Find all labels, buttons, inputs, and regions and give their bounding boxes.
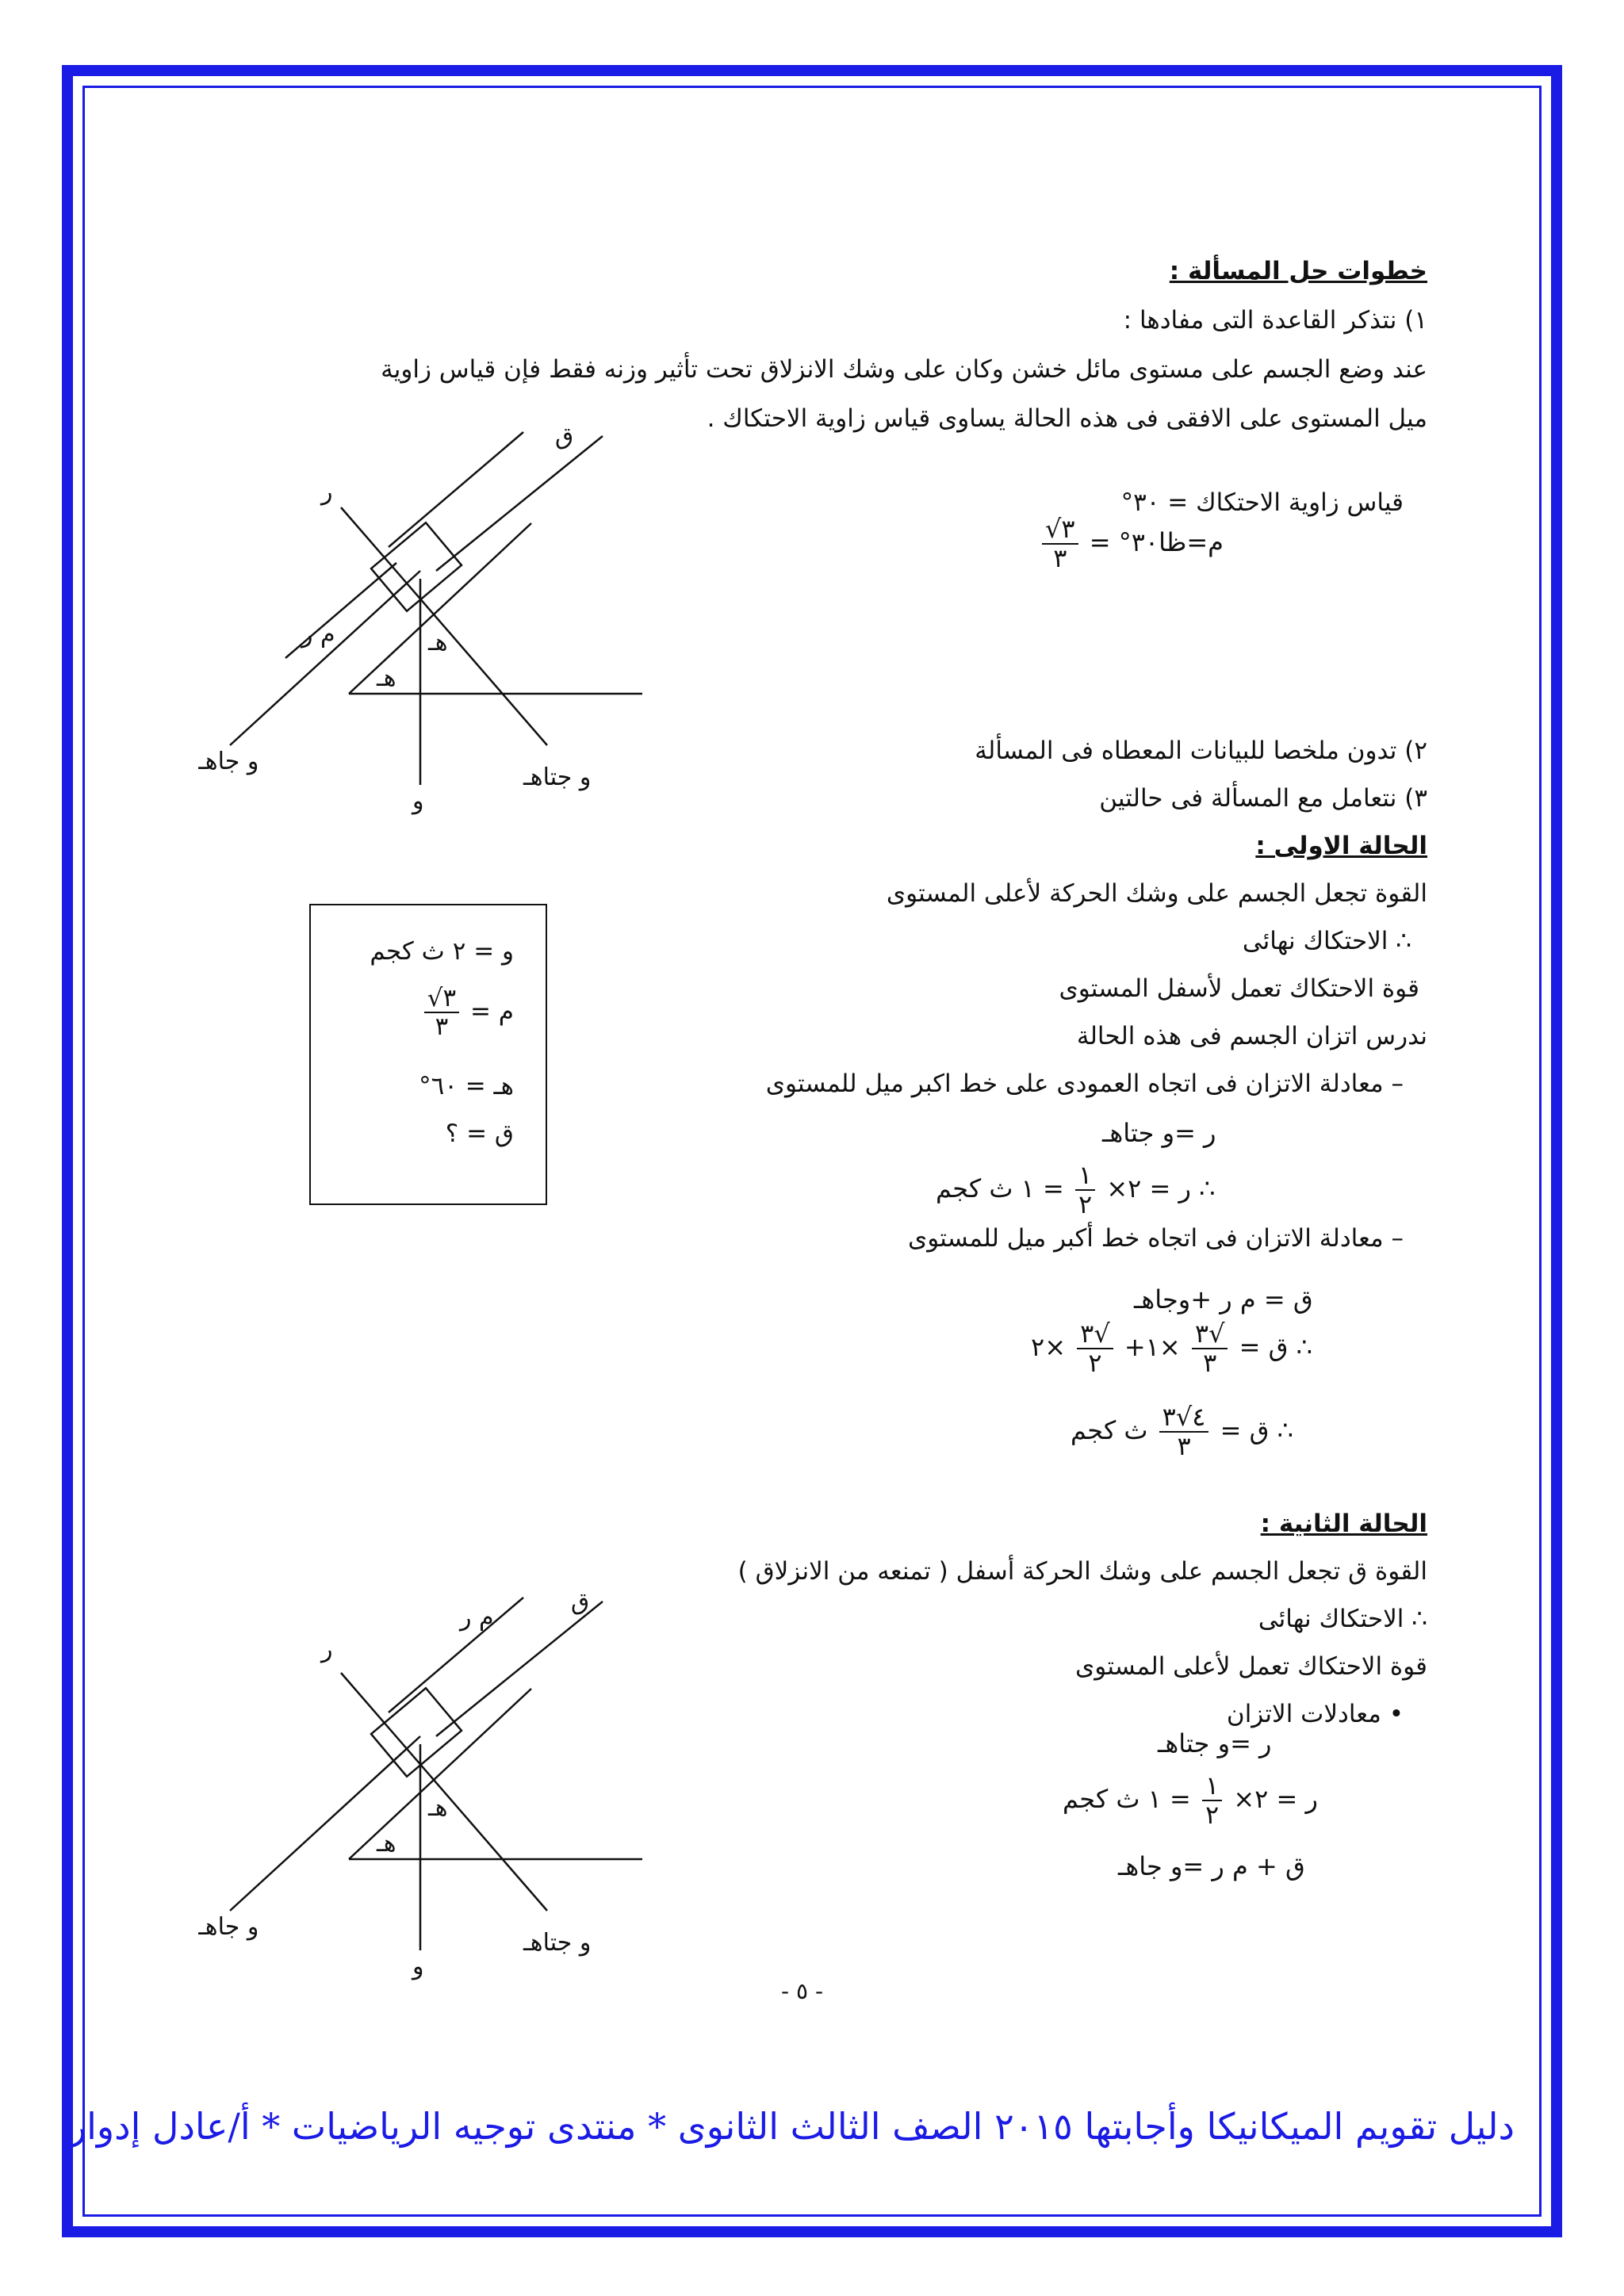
case2-line-2: ∴ الاحتكاك نهائى bbox=[1258, 1605, 1427, 1633]
case1-line-5: – معادلة الاتزان فى اتجاه العمودى على خط اكبر ميل للمستوى bbox=[765, 1070, 1404, 1098]
case1-line-6: – معادلة الاتزان فى اتجاه خط أكبر ميل للمستوى bbox=[908, 1224, 1404, 1253]
label-angle-2: هـ bbox=[377, 664, 396, 692]
label-w-cos: و جتاهـ bbox=[523, 763, 592, 791]
page-number: - ٥ - bbox=[781, 1978, 824, 2004]
label-mu-r: م ر bbox=[301, 621, 335, 649]
label-q: ق bbox=[571, 1588, 590, 1616]
given-force: ق = ؟ bbox=[445, 1119, 514, 1148]
label-q: ق bbox=[555, 423, 574, 450]
case2-line-3: قوة الاحتكاك تعمل لأعلى المستوى bbox=[1075, 1652, 1427, 1681]
friction-angle: قياس زاوية الاحتكاك = ٣٠° bbox=[1120, 488, 1404, 517]
label-r: ر bbox=[321, 478, 333, 506]
case1-line-3: قوة الاحتكاك تعمل لأسفل المستوى bbox=[1059, 974, 1419, 1003]
case2-line-4: • معادلات الاتزان bbox=[1226, 1700, 1404, 1728]
case1-line-2: ∴ الاحتكاك نهائى bbox=[1242, 927, 1411, 955]
force-diagram-2 bbox=[198, 1578, 674, 1990]
case1-eq5: ∴ ق = $\frac{٤√٣}{٣}$ ث كجم bbox=[1071, 1402, 1293, 1462]
case1-line-4: ندرس اتزان الجسم فى هذه الحالة bbox=[1076, 1022, 1427, 1050]
w-sin-arrow bbox=[230, 1736, 420, 1911]
given-data-box bbox=[309, 904, 547, 1205]
force-diagram-1 bbox=[198, 412, 674, 825]
incline-parallel bbox=[389, 432, 523, 547]
rule-line-1: عند وضع الجسم على مستوى مائل خشن وكان على وشك الانزلاق تحت تأثير وزنه فقط فإن قياس زاوية bbox=[381, 355, 1427, 384]
label-w-sin: و جاهـ bbox=[198, 748, 259, 775]
label-w-cos: و جتاهـ bbox=[523, 1929, 592, 1957]
case1-title: الحالة الاولى : bbox=[1255, 832, 1427, 860]
rule-line-2: ميل المستوى على الافقى فى هذه الحالة يساوى قياس زاوية الاحتكاك . bbox=[707, 404, 1427, 433]
label-r: ر bbox=[321, 1636, 333, 1663]
case1-line-1: القوة تجعل الجسم على وشك الحركة لأعلى المستوى bbox=[886, 879, 1427, 908]
mu-equation: $\frac{√٣}{٣}$ م=ظا٣٠° = bbox=[1039, 515, 1224, 572]
step-1: ١) نتذكر القاعدة التى مفادها : bbox=[1123, 306, 1427, 335]
case2-eq3: ق + م ر =و جاهـ bbox=[1118, 1851, 1305, 1881]
case2-eq2: ر = ٢× $\frac{١}{٢}$ = ١ ث كجم bbox=[1063, 1770, 1318, 1831]
label-w: و bbox=[412, 787, 424, 815]
label-w: و bbox=[412, 1953, 424, 1980]
case1-eq1: ر =و جتاهـ bbox=[1102, 1118, 1216, 1148]
step-3: ٣) نتعامل مع المسألة فى حالتين bbox=[1099, 784, 1427, 813]
incline-parallel bbox=[389, 1598, 523, 1712]
body-block bbox=[371, 522, 462, 610]
case1-eq4: ∴ ق = $\frac{√٣}{٣}$ ×١+ $\frac{√٣}{٢}$ ×٢ bbox=[1031, 1318, 1312, 1379]
given-angle: هـ = ٦٠° bbox=[419, 1072, 514, 1100]
w-sin-arrow bbox=[230, 571, 420, 745]
case1-eq3: ق = م ر +وجاهـ bbox=[1134, 1284, 1313, 1314]
case1-eq2: ∴ ر = ٢× $\frac{١}{٢}$ = ١ ث كجم bbox=[936, 1160, 1216, 1220]
force-q-arrow bbox=[436, 436, 603, 571]
footer-credit: دليل تقويم الميكانيكا وأجابتها ٢٠١٥ الصف الثالث الثانوى * منتدى توجيه الرياضيات * أ/عادل إدوار bbox=[68, 2105, 1515, 2148]
label-angle-1: هـ bbox=[428, 1794, 448, 1822]
label-angle-1: هـ bbox=[428, 629, 448, 656]
case2-line-1: القوة ق تجعل الجسم على وشك الحركة أسفل ( تمنعه من الانزلاق ) bbox=[737, 1557, 1427, 1586]
body-block bbox=[371, 1688, 462, 1776]
case2-eq1: ر =و جتاهـ bbox=[1158, 1728, 1272, 1758]
steps-heading: خطوات حل المسألة : bbox=[1169, 257, 1427, 285]
given-mu: $\frac{√٣}{٣}$ م = bbox=[421, 985, 514, 1040]
fraction-sqrt3-over-3: $\frac{√٣}{٣}$ bbox=[1042, 515, 1078, 572]
step-2: ٢) تدون ملخصا للبيانات المعطاه فى المسألة bbox=[975, 737, 1427, 765]
label-mu-r: م ر bbox=[460, 1604, 494, 1632]
label-angle-2: هـ bbox=[377, 1830, 396, 1858]
label-w-sin: و جاهـ bbox=[198, 1913, 259, 1941]
given-weight: و = ٢ ث كجم bbox=[370, 937, 514, 966]
case2-title: الحالة الثانية : bbox=[1260, 1510, 1427, 1538]
